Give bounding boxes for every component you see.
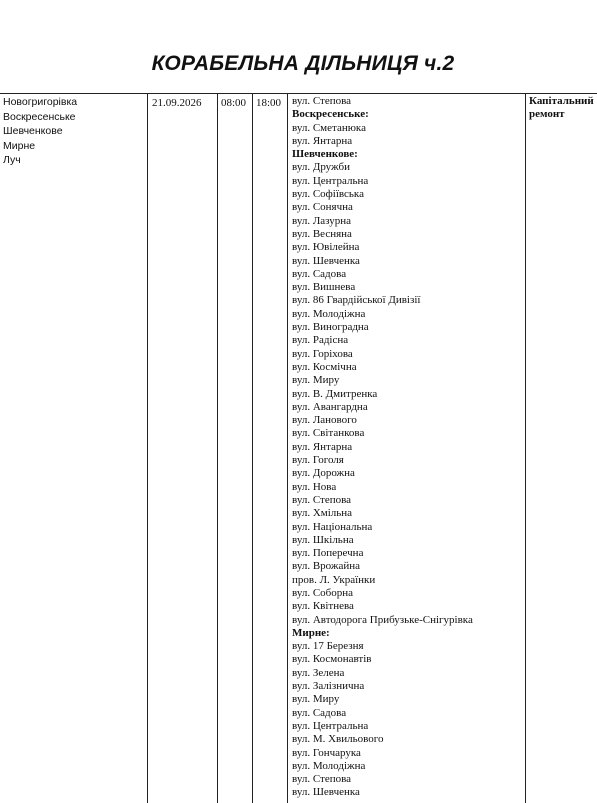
street-item: вул. Хмільна [292,507,353,520]
settlement-header: Мирне: [292,626,330,639]
street-item: вул. Лазурна [292,214,352,227]
settlements-list [3,95,77,168]
street-item: вул. Зелена [292,666,345,679]
street-item: вул. Степова [292,773,352,786]
street-item: вул. В. Дмитренка [292,387,378,400]
street-item: вул. М. Хвильового [292,733,384,746]
street-item: вул. 17 Березня [292,640,364,653]
column-divider-date [217,93,218,803]
street-item: вул. Сонячна [292,201,353,214]
street-item: вул. Ланового [292,414,357,427]
street-item: вул. Нова [292,480,337,493]
time-to: 18:00 [256,97,282,109]
street-item: вул. 86 Гвардійської Дивізії [292,294,421,307]
streets-list [292,95,473,800]
street-item: вул. Гончарука [292,746,361,759]
street-item: вул. Молодіжна [292,759,366,772]
street-item: вул. Шевченка [292,254,360,267]
street-item: вул. Світанкова [292,427,365,440]
street-item: вул. Радісна [292,334,349,347]
street-item: вул. Врожайна [292,560,361,573]
column-divider-settlements [147,93,148,803]
street-item: вул. Дружби [292,161,350,174]
settlement-item: Воскресенське [3,110,76,123]
settlement-item: Луч [3,154,21,167]
street-item: вул. Садова [292,267,347,280]
street-item: вул. Виноградна [292,321,369,334]
street-item: вул. Ювілейна [292,241,360,254]
column-divider-time-from [252,93,253,803]
street-item: вул. Дорожна [292,467,355,480]
street-item: вул. Молодіжна [292,307,366,320]
street-item: пров. Л. Українки [292,573,376,586]
settlement-item: Мирне [3,139,36,152]
outage-date: 21.09.2026 [152,97,202,109]
street-item: вул. Космічна [292,360,357,373]
work-type: Капітальний ремонт [529,95,594,121]
settlement-item: Шевченкове [3,125,63,138]
column-divider-time-to [287,93,288,803]
street-item: вул. Автодорога Прибузьке-Снігурівка [292,613,473,626]
street-item: вул. Весняна [292,227,352,240]
street-item: вул. Садова [292,706,347,719]
street-item: вул. Софіївська [292,188,364,201]
street-item: вул. Соборна [292,586,354,599]
street-item: вул. Гоголя [292,454,344,467]
street-item: вул. Квітнева [292,600,354,613]
street-item: вул. Вишнева [292,281,356,294]
street-item: вул. Горіхова [292,347,353,360]
street-item: вул. Поперечна [292,547,364,560]
column-divider-streets [525,93,526,803]
street-item: вул. Національна [292,520,373,533]
settlement-header: Шевченкове: [292,148,358,161]
street-item: вул. Сметанюка [292,121,366,134]
street-item: вул. Авангардна [292,400,368,413]
street-item: вул. Степова [292,493,352,506]
page-title: КОРАБЕЛЬНА ДІЛЬНИЦЯ ч.2 [151,52,455,75]
street-item: вул. Залізнична [292,680,365,693]
street-item: вул. Янтарна [292,134,353,147]
settlement-item: Новогригорівка [3,96,78,108]
street-item: вул. Шкільна [292,533,354,546]
street-item: вул. Центральна [292,174,369,187]
settlement-header: Воскресенське: [292,108,369,121]
street-item: вул. Янтарна [292,440,353,453]
street-item: вул. Степова [292,95,352,107]
time-from: 08:00 [221,97,247,109]
table-top-border [0,93,597,94]
street-item: вул. Миру [292,374,340,387]
street-item: вул. Шевченка [292,786,360,799]
street-item: вул. Миру [292,693,340,706]
street-item: вул. Центральна [292,719,369,732]
street-item: вул. Космонавтів [292,653,372,666]
